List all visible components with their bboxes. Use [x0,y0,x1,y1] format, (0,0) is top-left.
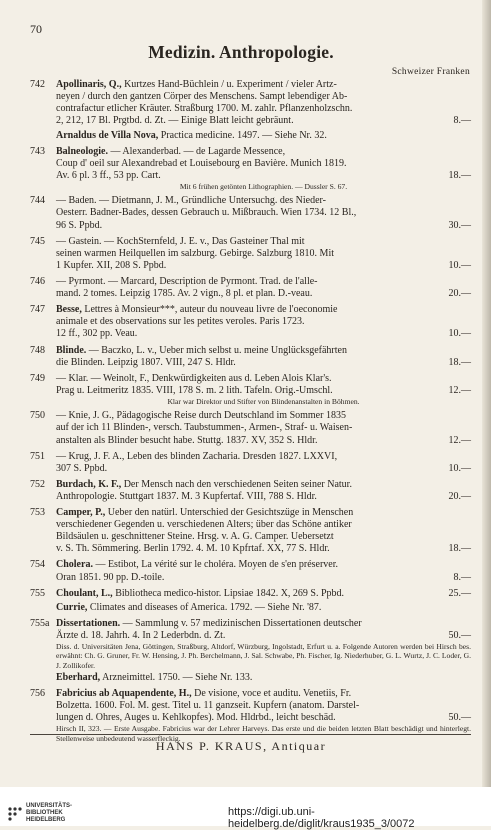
entry-line [56,170,471,182]
entry-author: Cholera. [56,559,93,571]
entry-author: Fabricius ab Aquapendente, H., [56,687,192,699]
page-number: 70 [30,22,42,36]
catalog-entry [30,130,471,142]
entry-author: Choulant, L., [56,587,113,599]
entry-author: Besse, [56,304,82,316]
entry-price: 18.— [448,169,471,181]
entry-price: 20.— [448,288,471,300]
entry-line [56,531,471,543]
entry-line [56,700,471,712]
entry-line [56,479,471,491]
entry-line [56,158,471,170]
entry-text: Oran 1851. 90 pp. D.-toile. [56,571,165,583]
catalog-entry [30,304,471,340]
entry-text: — Estibot, La vérité sur le choléra. Moyen de s'en préserver. [95,559,339,571]
entry-text: — Baden. — Dietmann, J. M., Gründliche Untersuchg. des Nieder- [56,195,327,207]
entry-text: Ueber den natürl. Unterschied der Gesichtszüge in Menschen [107,506,354,518]
entry-number: 754 [30,559,45,571]
catalog-entry [30,236,471,272]
entry-line [56,130,471,142]
entry-line [56,146,471,158]
entry-text: verschiedener Gegenden u. verschiedenen Alters; über das Schöne antiker [56,519,352,531]
entry-text: Practica medicine. 1497. — Siehe Nr. 32. [160,129,327,141]
entry-text: 2, 212, 17 Bl. Prgtbd. d. Zt. — Einige Blatt leicht gebräunt. [56,115,294,127]
entry-line [56,422,471,434]
entry-price: 8.— [453,115,471,127]
entry-number: 755a [30,617,50,629]
entry-text: 1 Kupfer. XII, 208 S. Ppbd. [56,259,167,271]
entry-line [56,572,471,584]
entry-line [56,588,471,600]
entry-number: 756 [30,687,45,699]
entry-text: Bibliotheca medico-histor. Lipsiae 1842. X, 269 S. Ppbd. [115,587,345,599]
entry-line [56,688,471,700]
entry-text: Bolzetta. 1600. Fol. M. gest. Titel u. 11 ganzseit. Kupfern (anatom. Darstel- [56,700,360,712]
entry-text: Lettres à Monsieur***, auteur du nouveau livre de l'oeconomie [84,304,338,316]
entry-text: — Gastein. — KochSternfeld, J. E. v., Das Gasteiner Thal mit [56,235,305,247]
publisher-footer: HANS P. KRAUS, Antiquar [155,739,327,753]
entry-text: — Baczko, L. v., Ueber mich selbst u. meine Unglücksgefährten [88,344,347,356]
entry-text: Climates and diseases of America. 1792. — Siehe Nr. '87. [89,601,322,613]
catalog-entry [30,276,471,300]
entry-author: Arnaldus de Villa Nova, [56,129,159,141]
entry-line [56,316,471,328]
entry-price: 12.— [448,384,471,396]
entry-price: 30.— [448,219,471,231]
entry-line [56,435,471,447]
entry-line [56,357,471,369]
entry-number: 742 [30,79,45,90]
entry-price: 18.— [448,543,471,555]
entry-line [56,220,471,232]
entry-text: De visione, voce et auditu. Venetiis, Fr. [194,687,352,699]
entry-text: Ärzte d. 18. Jahrh. 4. In 2 Lederbdn. d. Zt. [56,629,226,641]
entry-text: 96 S. Ppbd. [56,219,103,231]
entry-line [56,463,471,475]
entry-price: 10.— [448,259,471,271]
entry-author: Balneologie. [56,145,108,157]
entry-line [56,630,471,642]
entry-text: die Blinden. Leipzig 1807. VIII, 247 S. Hldr. [56,356,236,368]
entry-line [56,236,471,248]
entry-line [56,543,471,555]
entry-text: contrafactur etlicher Kräuter. Straßburg 1700. M. zahlr. Pflanzenholzschn. [56,103,353,115]
entry-line [56,91,471,103]
page-title: Medizin. Anthropologie. [148,42,334,62]
entry-line [56,672,471,684]
entry-price: 10.— [448,328,471,340]
entry-number: 746 [30,275,45,287]
catalog-entry [30,559,471,583]
catalog-entry [30,588,471,600]
entry-line [56,559,471,571]
entry-author: Burdach, K. F., [56,478,122,490]
entry-text: Anthropologie. Stuttgart 1837. M. 3 Kupfertaf. VIII, 788 S. Hldr. [56,490,317,502]
entry-number: 752 [30,478,45,490]
entry-line [56,103,471,115]
page-url-link[interactable]: https://digi.ub.uni-heidelberg.de/diglit/kraus1935_3/0072 [228,806,415,830]
entry-line [56,195,471,207]
entry-text: 307 S. Ppbd. [56,462,108,474]
entry-text: — Pyrmont. — Marcard, Description de Pyrmont. Trad. de l'alle- [56,275,318,287]
entry-line [56,507,471,519]
catalog-entry [30,451,471,475]
currency-subheading: Schweizer Franken [391,67,470,77]
entry-text: lungen d. Ohres, Auges u. Kehlkopfes). Mod. Hldrbd., leicht beschäd. [56,712,336,724]
entry-text: Prag u. Leitmeritz 1835. VIII, 178 S. m. 2 lith. Tafeln. Orig.-Umschl. [56,384,333,396]
entry-price: 20.— [448,490,471,502]
entry-text: — Alexanderbad. — de Lagarde Messence, [110,145,286,157]
entry-line [56,602,471,614]
catalog-entry [30,146,471,192]
entry-note: Mit 6 frühen getönten Lithographien. — Dussler S. 67. [179,182,348,192]
entry-text: neyen / durch den gantzen Cörper des Menschens. Sampt lebendiger Ab- [56,91,348,103]
catalog-entry [30,672,471,684]
entry-author: Eberhard, [56,671,101,683]
catalog-entry [30,618,471,670]
entry-text: — Klar. — Weinolt, F., Denkwürdigkeiten aus d. Leben Alois Klar's. [56,372,332,384]
entry-text: mand. 2 tomes. Leipzig 1785. Av. 2 vign., 8 pl. et plan. D.-veau. [56,288,313,300]
entry-note: Diss. d. Universitäten Jena, Göttingen, Straßburg, Altdorf, Würzburg, Ingolstadt, Erfurt u. a. Folgende Autoren werden bei Hirsch bes. erwähnt: Ch. G. Gruner, Fr. W. Hensing, J. Ph. Berchelmann, J. Sal. Schwabe, Ph. Fischer, Ig. Niederhuber, G. L. Wurtz, J. C. Loder, G. J. Zollikofer. [56,642,471,670]
catalog-entry [30,79,471,128]
entry-text: auf der ich 11 Blinden-, versch. Taubstummen-, Armen-, Straf- u. Waisen- [56,422,353,434]
entry-note: Hirsch II, 323. — Erste Ausgabe. Fabricius war der Lehrer Harveys. Das erste und die beiden letzten Blatt beschädigt und hinterlegt. Stellenweise unbedeutend wasserfleckig. [56,724,471,743]
entry-line [56,345,471,357]
entry-author: Apollinaris, Q., [56,79,122,90]
catalog-entry [30,195,471,231]
entry-text: — Knie, J. G., Pädagogische Reise durch Deutschland im Sommer 1835 [56,410,346,422]
entry-number: 747 [30,304,45,316]
entry-number: 750 [30,410,45,422]
entry-line [56,260,471,272]
entry-line [56,712,471,724]
entry-line [56,328,471,340]
entry-line [56,288,471,300]
entry-price: 8.— [453,571,471,583]
entry-number: 749 [30,372,45,384]
entry-line [56,410,471,422]
entry-line [56,385,471,397]
entry-number: 748 [30,344,45,356]
entry-text: 12 ff., 302 pp. Veau. [56,328,138,340]
entry-line [56,491,471,503]
entry-price: 18.— [448,356,471,368]
entry-text: Der Mensch nach den verschiedenen Seiten seiner Natur. [123,478,352,490]
entry-note: Klar war Direktor und Stifter von Blindenanstalten in Böhmen. [167,397,360,407]
entry-line [56,248,471,260]
entry-text: seinen warmen Heilquellen im salzburg. Gebirge. Salzburg 1810. Mit [56,247,334,259]
entry-number: 745 [30,235,45,247]
entry-line [56,451,471,463]
entry-number: 751 [30,450,45,462]
entry-author: Dissertationen. [56,617,121,629]
entry-text: anstalten als Blinder besucht habe. Stuttg. 1837. XV, 352 S. Hldr. [56,434,318,446]
entry-price: 50.— [448,629,471,641]
entry-text: Coup d' oeil sur Alexandrebad et Louisebourg en Bavière. Munich 1819. [56,157,347,169]
entry-line [56,207,471,219]
entry-number: 744 [30,195,45,207]
entry-author: Blinde. [56,344,87,356]
entry-number: 753 [30,506,45,518]
catalog-entry [30,602,471,614]
entry-price: 12.— [448,434,471,446]
entry-text: animale et des observations sur les petites veroles. Paris 1723. [56,316,305,328]
entry-text: Av. 6 pl. 3 ff., 53 pp. Cart. [56,169,161,181]
entry-text: Kurtzes Hand-Büchlein / u. Experiment / vieler Artz- [124,79,337,90]
catalog-entry [30,479,471,503]
entry-line [56,276,471,288]
entry-line [56,304,471,316]
entry-price: 50.— [448,712,471,724]
entry-number: 755 [30,587,45,599]
catalog-entry [30,410,471,446]
catalog-entry [30,507,471,556]
entry-author: Camper, P., [56,506,106,518]
catalog-entry [30,345,471,369]
entry-line [56,373,471,385]
catalog-entry [30,373,471,407]
entry-number: 743 [30,145,45,157]
entry-text: — Krug, J. F. A., Leben des blinden Zacharia. Dresden 1827. LXXVI, [56,450,338,462]
entry-price: 10.— [448,462,471,474]
entry-line [56,618,471,630]
library-logo-text: UNIVERSITÄTS- BIBLIOTHEK HEIDELBERG [26,803,73,823]
entry-author: Currie, [56,601,88,613]
entry-text: Arzneimittel. 1750. — Siehe Nr. 133. [102,671,253,683]
footer-rule [30,734,471,735]
entry-text: Bildsäulen u. geschnittener Steine. Hrsg. v. A. G. Camper. Uebersetzt [56,531,334,543]
page-edge [482,0,491,826]
entry-text: Oesterr. Badner-Bades, dessen Gebrauch u. Mißbrauch. Wien 1734. 12 Bl., [56,207,357,219]
entry-line [56,79,471,91]
catalog-entries [30,79,471,747]
entry-text: — Sammlung v. 57 medizinischen Dissertationen deutscher [122,617,362,629]
entry-price: 25.— [448,587,471,599]
entry-text: v. S. Th. Sömmering. Berlin 1792. 4. M. 10 Kpfrtaf. XX, 77 S. Hldr. [56,543,330,555]
entry-line [56,519,471,531]
entry-line [56,115,471,127]
